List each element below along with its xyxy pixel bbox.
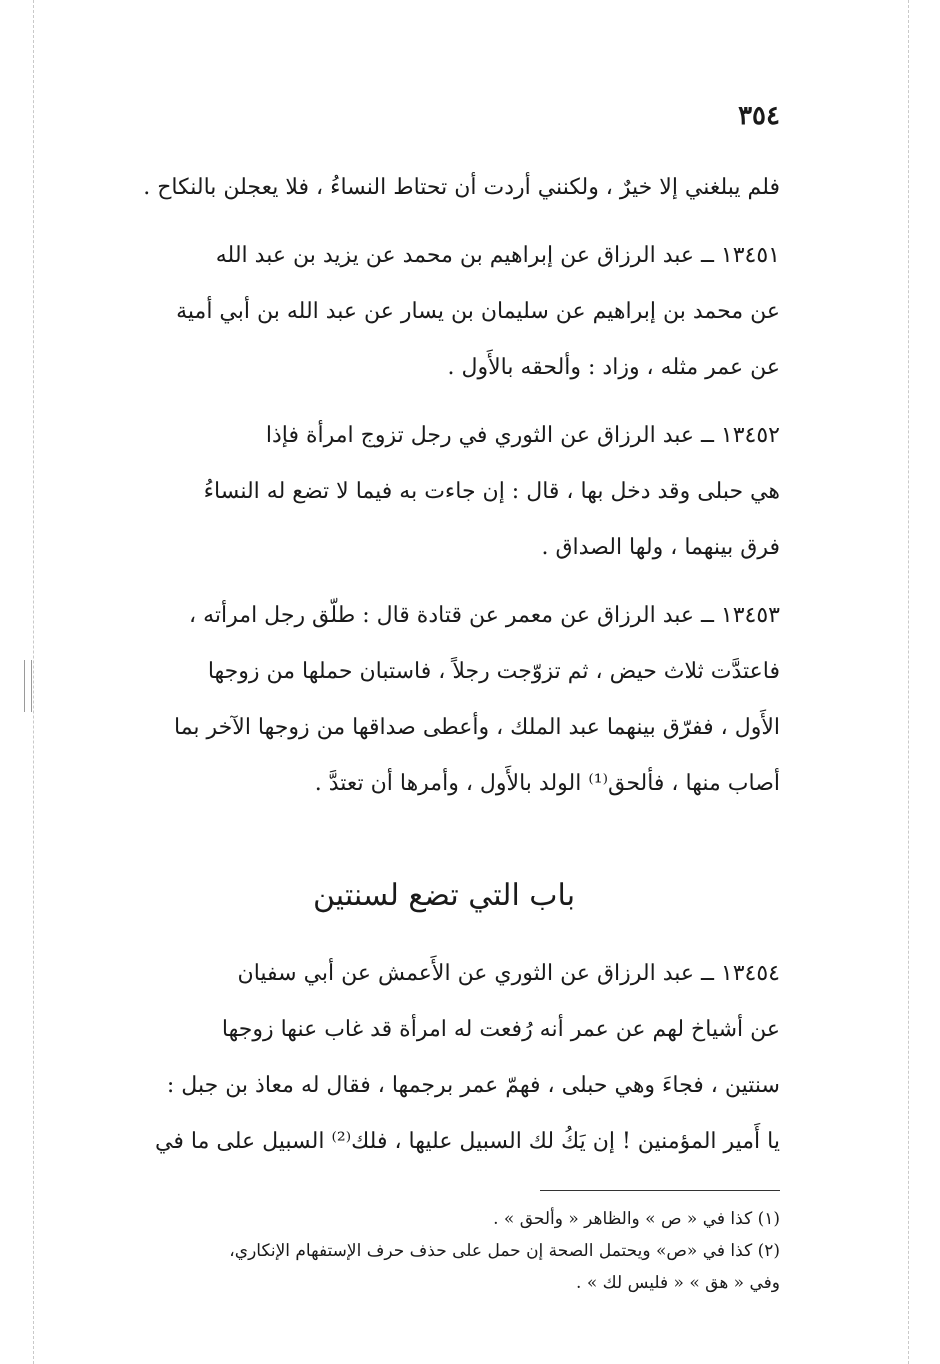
footnotes [108, 1203, 780, 1299]
text-line: فلم يبلغني إلا خيرٌ ، ولكنني أردت أن تحتاط النساءُ ، فلا يعجلن بالنكاح . [143, 175, 780, 200]
page-number: ٣٥٤ [738, 101, 780, 131]
left-page-edge [33, 0, 34, 1364]
chapter-heading: باب التي تضع لسنتين [312, 878, 576, 913]
text-line: ١٣٤٥٤ ــ عبد الرزاق عن الثوري عن الأَعمش عن أبي سفيان [237, 961, 780, 986]
text-line: عن محمد بن إبراهيم عن سليمان بن يسار عن عبد الله بن أبي أمية [176, 299, 780, 324]
binding-mark [24, 660, 32, 712]
text-line: ١٣٤٥١ ــ عبد الرزاق عن إبراهيم بن محمد عن يزيد بن عبد الله [215, 243, 780, 268]
text-line: عن أشياخ لهم عن عمر أنه رُفعت له امرأة قد غاب عنها زوجها [221, 1017, 780, 1042]
text-line: هي حبلى وقد دخل بها ، قال : إن جاءت به فيما لا تضع له النساءُ [203, 479, 780, 504]
paragraph-continuation [108, 160, 780, 216]
text-line: سنتين ، فجاءَ وهي حبلى ، فهمّ عمر برجمها ، فقال له معاذ بن جبل : [166, 1073, 780, 1098]
hadith-13453 [108, 588, 780, 812]
text-line: فاعتدَّت ثلاث حيض ، ثم تزوّجت رجلاً ، فاستبان حملها من زوجها [207, 659, 780, 684]
page-body [108, 96, 780, 1299]
hadith-13454 [108, 946, 780, 1170]
hadith-13451 [108, 228, 780, 396]
footnote-1: (١) كذا في « ص » والظاهر « وألحق » . [493, 1209, 780, 1229]
footnote-2-continued: وفي « هق » « فليس لك » . [576, 1273, 780, 1293]
text-line: أصاب منها ، فألحق⁽¹⁾ الولد بالأَول ، وأمرها أن تعتدَّ . [314, 771, 780, 796]
text-line: ١٣٤٥٣ ــ عبد الرزاق عن معمر عن قتادة قال : طلّق رجل امرأته ، [189, 603, 780, 628]
text-line: عن عمر مثله ، وزاد : وألحقه بالأَول . [447, 355, 780, 380]
hadith-13452 [108, 408, 780, 576]
text-line: الأَول ، ففرّق بينهما عبد الملك ، وأعطى صداقها من زوجها الآخر بما [174, 715, 780, 740]
footnote-separator [540, 1190, 780, 1191]
text-line: ١٣٤٥٢ ــ عبد الرزاق عن الثوري في رجل تزوج امرأة فإذا [265, 423, 780, 448]
text-line: يا أَمير المؤمنين ! إن يَكُ لك السبيل عليها ، فلك⁽²⁾ السبيل على ما في [155, 1129, 780, 1154]
text-line: فرق بينهما ، ولها الصداق . [541, 535, 780, 560]
footnote-2: (٢) كذا في «ص» ويحتمل الصحة إن حمل على حذف حرف الإستفهام الإنكاري، [229, 1241, 780, 1261]
right-page-edge [908, 0, 909, 1364]
